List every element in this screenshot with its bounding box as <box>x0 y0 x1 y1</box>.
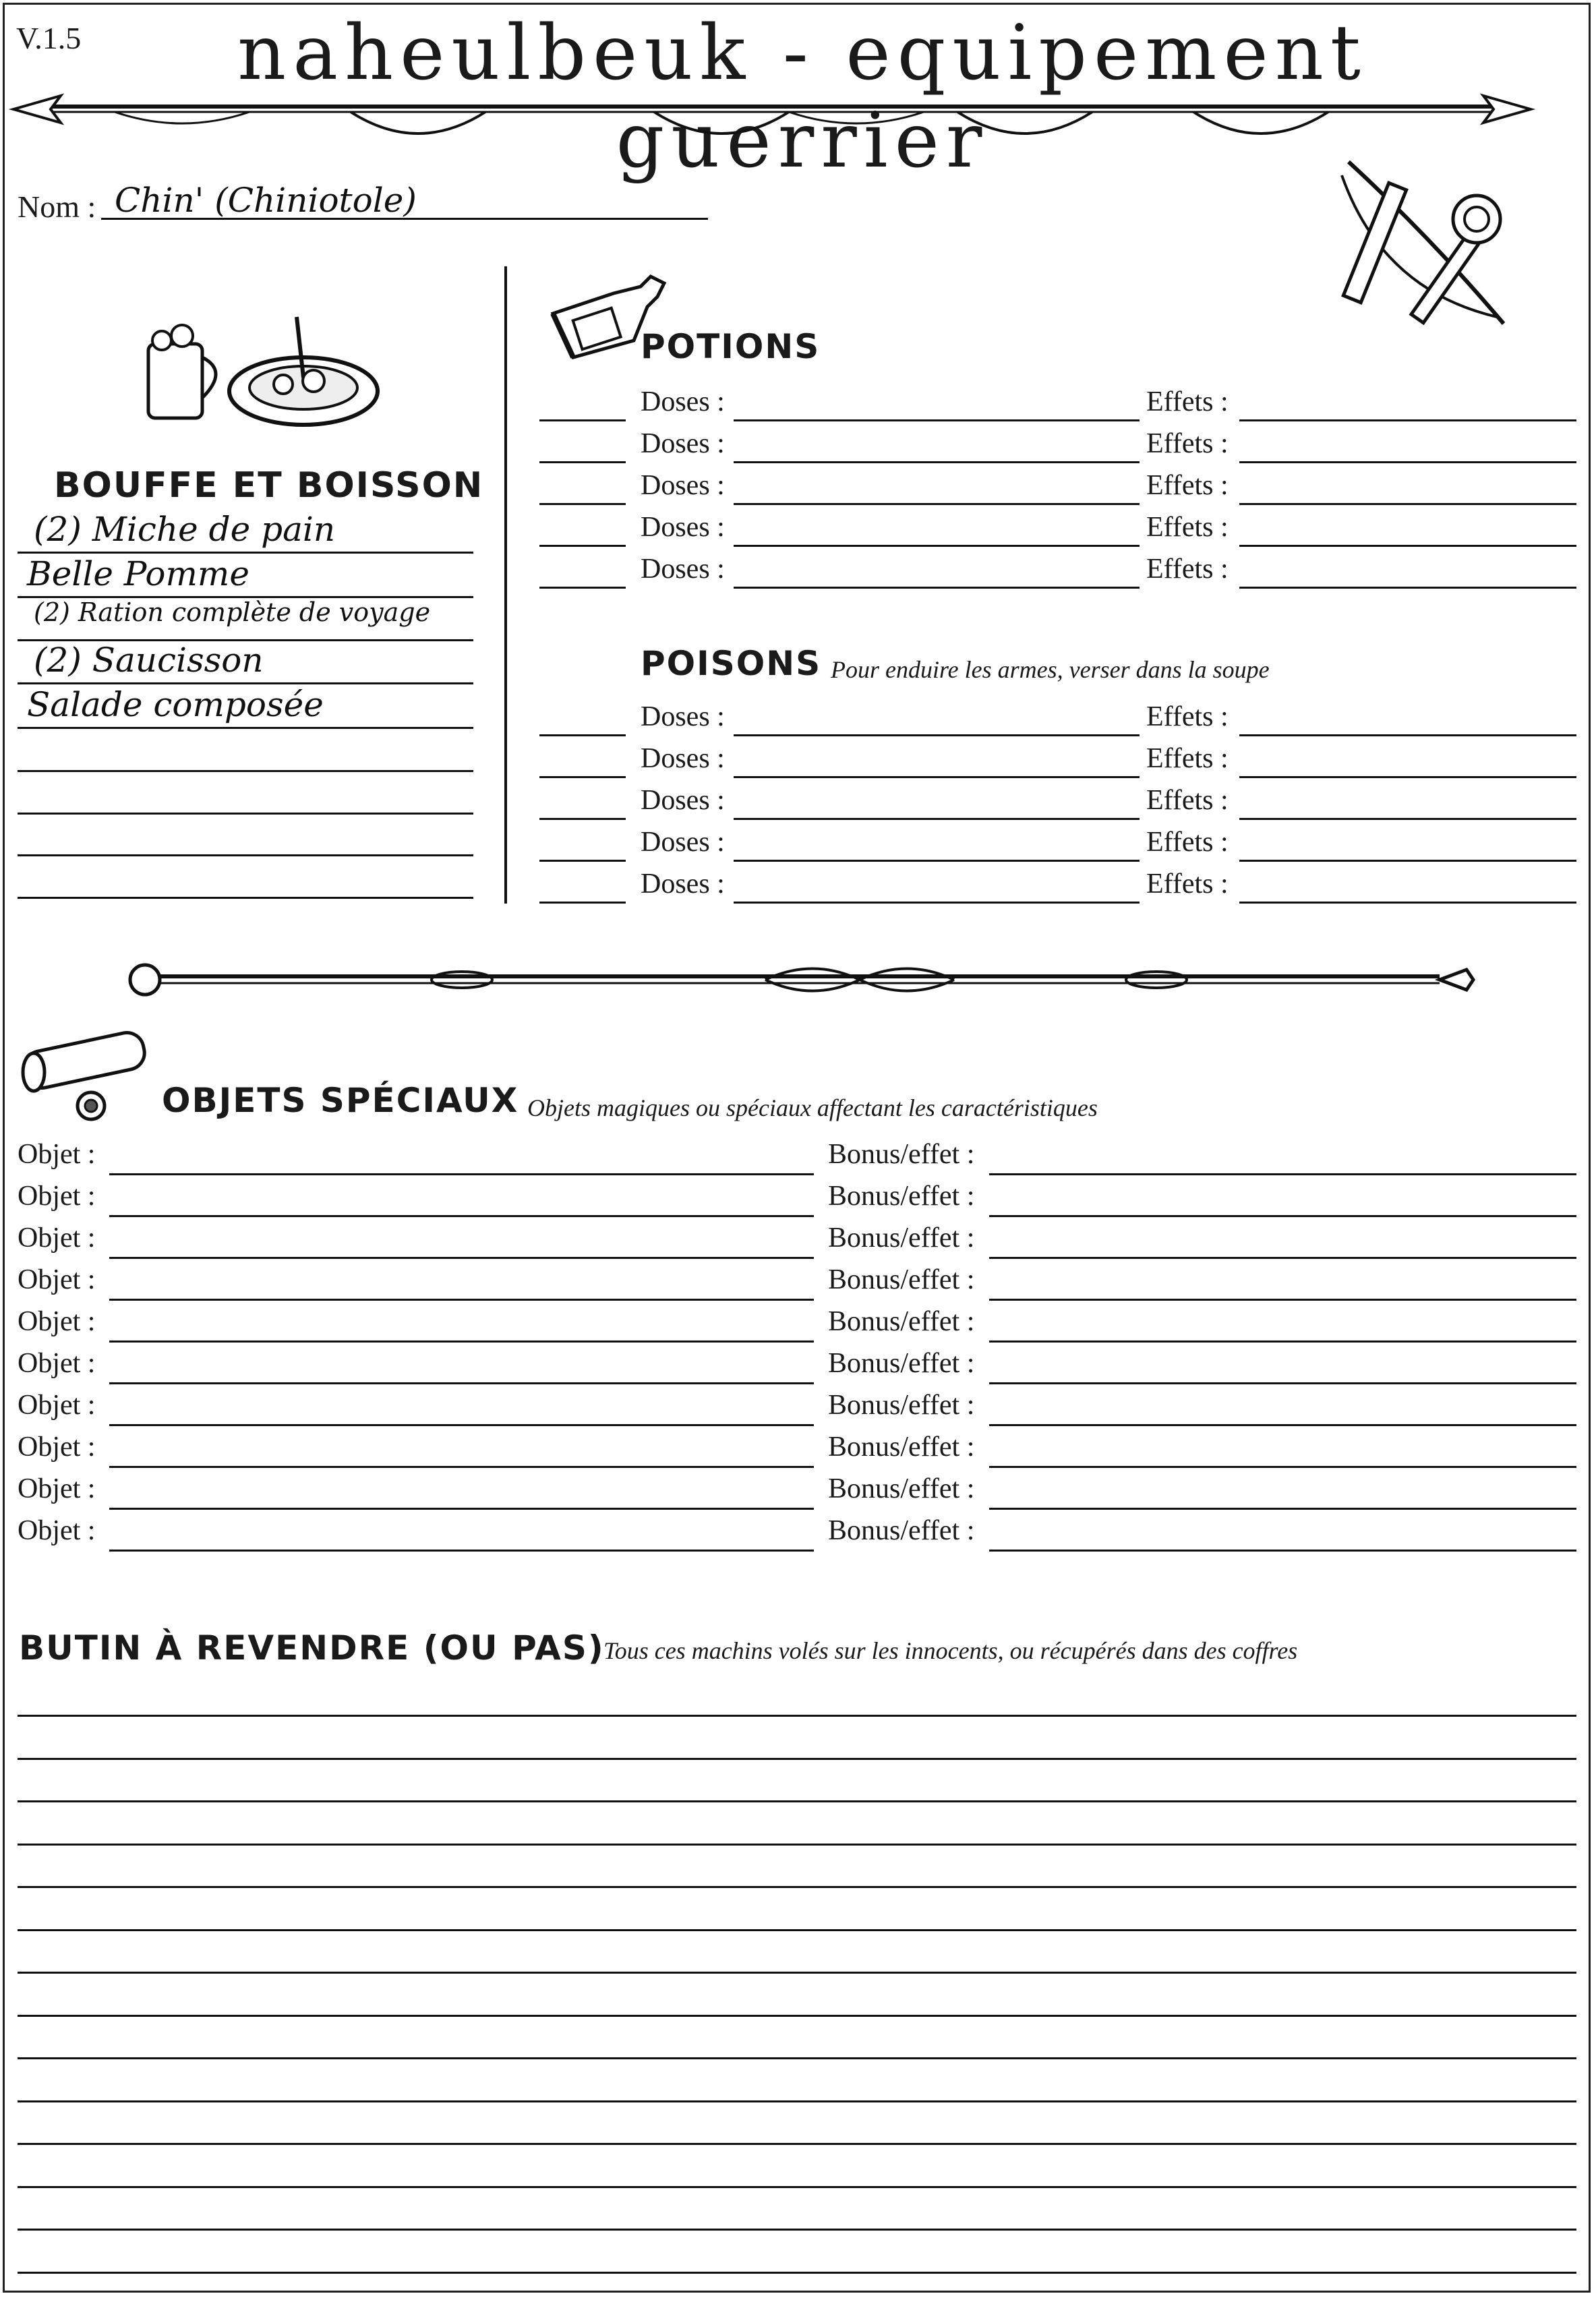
objet-label: Objet : <box>18 1306 96 1337</box>
bonus-line[interactable] <box>989 1508 1576 1510</box>
special-title: OBJETS SPÉCIAUX <box>162 1081 519 1120</box>
objet-line[interactable] <box>109 1257 814 1259</box>
weapons-icon <box>1328 155 1524 337</box>
poisons-effets-label: Effets : <box>1146 785 1229 816</box>
poisons-doses-label: Doses : <box>641 827 725 858</box>
poisons-effets-label: Effets : <box>1146 827 1229 858</box>
name-line <box>101 218 708 220</box>
potions-qty-line[interactable] <box>539 587 626 589</box>
potions-effets-label: Effets : <box>1146 512 1229 543</box>
bonus-line[interactable] <box>989 1340 1576 1343</box>
bonus-label: Bonus/effet : <box>828 1515 975 1546</box>
bonus-line[interactable] <box>989 1550 1576 1552</box>
bonus-line[interactable] <box>989 1257 1576 1259</box>
poisons-doses-line[interactable] <box>734 776 1140 778</box>
food-item[interactable]: Belle Pomme <box>27 554 249 593</box>
loot-line[interactable] <box>18 1929 1576 1931</box>
potions-doses-line[interactable] <box>734 419 1140 421</box>
poisons-effets-line[interactable] <box>1239 776 1576 778</box>
poisons-effets-label: Effets : <box>1146 701 1229 732</box>
objet-label: Objet : <box>18 1222 96 1254</box>
potions-doses-line[interactable] <box>734 545 1140 547</box>
poisons-doses-label: Doses : <box>641 868 725 900</box>
food-line <box>18 897 473 899</box>
loot-title: BUTIN À REVENDRE (OU PAS) <box>19 1628 605 1668</box>
bonus-label: Bonus/effet : <box>828 1432 975 1463</box>
food-line <box>18 770 473 772</box>
potions-effets-line[interactable] <box>1239 419 1576 421</box>
poisons-effets-line[interactable] <box>1239 902 1576 904</box>
potions-effets-label: Effets : <box>1146 470 1229 501</box>
poisons-qty-line[interactable] <box>539 818 626 820</box>
potions-title: POTIONS <box>641 327 821 366</box>
loot-line[interactable] <box>18 1800 1576 1802</box>
loot-line[interactable] <box>18 2186 1576 2188</box>
potions-qty-line[interactable] <box>539 503 626 505</box>
objet-label: Objet : <box>18 1264 96 1295</box>
objet-line[interactable] <box>109 1382 814 1384</box>
objet-line[interactable] <box>109 1424 814 1426</box>
potions-effets-line[interactable] <box>1239 587 1576 589</box>
bonus-label: Bonus/effet : <box>828 1222 975 1254</box>
poisons-qty-line[interactable] <box>539 902 626 904</box>
bonus-line[interactable] <box>989 1466 1576 1468</box>
poisons-effets-label: Effets : <box>1146 743 1229 774</box>
poisons-doses-label: Doses : <box>641 701 725 732</box>
meal-icon <box>142 303 384 438</box>
poisons-title: POISONS <box>641 644 822 683</box>
poisons-effets-line[interactable] <box>1239 734 1576 736</box>
bonus-label: Bonus/effet : <box>828 1181 975 1212</box>
potions-qty-line[interactable] <box>539 545 626 547</box>
potions-doses-line[interactable] <box>734 587 1140 589</box>
food-line <box>18 727 473 729</box>
spear-divider-icon <box>13 81 1531 148</box>
staff-divider-icon <box>125 958 1460 1005</box>
bonus-label: Bonus/effet : <box>828 1306 975 1337</box>
bonus-line[interactable] <box>989 1299 1576 1301</box>
potions-effets-line[interactable] <box>1239 461 1576 463</box>
poisons-doses-label: Doses : <box>641 785 725 816</box>
poisons-effets-label: Effets : <box>1146 868 1229 900</box>
potions-doses-label: Doses : <box>641 428 725 459</box>
scroll-ring-icon <box>17 1028 158 1129</box>
food-item[interactable]: (2) Saucisson <box>34 641 264 680</box>
column-divider <box>504 266 507 904</box>
potions-doses-label: Doses : <box>641 470 725 501</box>
name-value[interactable]: Chin' (Chiniotole) <box>115 181 417 220</box>
name-label: Nom : <box>18 189 96 224</box>
potions-effets-label: Effets : <box>1146 554 1229 585</box>
loot-line[interactable] <box>18 1844 1576 1846</box>
poisons-effets-line[interactable] <box>1239 818 1576 820</box>
food-line <box>18 552 473 554</box>
objet-line[interactable] <box>109 1173 814 1175</box>
poisons-doses-line[interactable] <box>734 734 1140 736</box>
objet-line[interactable] <box>109 1215 814 1217</box>
loot-line[interactable] <box>18 1886 1576 1888</box>
poisons-doses-label: Doses : <box>641 743 725 774</box>
page-title: naheulbeuk - equipement guerrier <box>237 9 1367 185</box>
objet-label: Objet : <box>18 1139 96 1170</box>
objet-line[interactable] <box>109 1340 814 1343</box>
food-item[interactable]: (2) Miche de pain <box>34 510 336 549</box>
loot-line[interactable] <box>18 2100 1576 2102</box>
poisons-subtitle: Pour enduire les armes, verser dans la soupe <box>831 656 1270 683</box>
food-line <box>18 813 473 815</box>
loot-line[interactable] <box>18 2272 1576 2274</box>
potions-effets-label: Effets : <box>1146 428 1229 459</box>
potions-doses-label: Doses : <box>641 554 725 585</box>
potions-doses-label: Doses : <box>641 512 725 543</box>
potions-doses-line[interactable] <box>734 503 1140 505</box>
bonus-label: Bonus/effet : <box>828 1264 975 1295</box>
objet-label: Objet : <box>18 1432 96 1463</box>
objet-line[interactable] <box>109 1466 814 1468</box>
potions-qty-line[interactable] <box>539 461 626 463</box>
food-line <box>18 854 473 856</box>
bonus-line[interactable] <box>989 1382 1576 1384</box>
loot-line[interactable] <box>18 2143 1576 2145</box>
loot-line[interactable] <box>18 1758 1576 1760</box>
objet-label: Objet : <box>18 1348 96 1379</box>
objet-line[interactable] <box>109 1299 814 1301</box>
poisons-qty-line[interactable] <box>539 860 626 862</box>
food-item[interactable]: Salade composée <box>27 685 324 724</box>
potions-effets-line[interactable] <box>1239 545 1576 547</box>
loot-line[interactable] <box>18 2229 1576 2231</box>
poisons-qty-line[interactable] <box>539 734 626 736</box>
objet-line[interactable] <box>109 1550 814 1552</box>
potions-effets-line[interactable] <box>1239 503 1576 505</box>
bonus-line[interactable] <box>989 1215 1576 1217</box>
loot-line[interactable] <box>18 2057 1576 2059</box>
poisons-doses-line[interactable] <box>734 860 1140 862</box>
objet-label: Objet : <box>18 1390 96 1421</box>
bonus-line[interactable] <box>989 1424 1576 1426</box>
objet-label: Objet : <box>18 1181 96 1212</box>
poisons-effets-line[interactable] <box>1239 860 1576 862</box>
special-subtitle: Objets magiques ou spéciaux affectant les caractéristiques <box>527 1094 1098 1121</box>
food-line <box>18 682 473 684</box>
potions-doses-line[interactable] <box>734 461 1140 463</box>
poisons-doses-line[interactable] <box>734 818 1140 820</box>
bonus-label: Bonus/effet : <box>828 1473 975 1504</box>
objet-label: Objet : <box>18 1473 96 1504</box>
food-title: BOUFFE ET BOISSON <box>54 465 484 506</box>
bonus-label: Bonus/effet : <box>828 1390 975 1421</box>
version-label: V.1.5 <box>16 21 82 55</box>
loot-subtitle: Tous ces machins volés sur les innocents, ou récupérés dans des coffres <box>603 1637 1298 1664</box>
poisons-qty-line[interactable] <box>539 776 626 778</box>
loot-line[interactable] <box>18 1972 1576 1974</box>
loot-line[interactable] <box>18 1715 1576 1717</box>
bonus-label: Bonus/effet : <box>828 1348 975 1379</box>
poisons-doses-line[interactable] <box>734 902 1140 904</box>
potions-effets-label: Effets : <box>1146 386 1229 417</box>
potions-doses-label: Doses : <box>641 386 725 417</box>
food-item[interactable]: (2) Ration complète de voyage <box>34 597 431 627</box>
potions-qty-line[interactable] <box>539 419 626 421</box>
loot-line[interactable] <box>18 2015 1576 2017</box>
objet-label: Objet : <box>18 1515 96 1546</box>
objet-line[interactable] <box>109 1508 814 1510</box>
bonus-line[interactable] <box>989 1173 1576 1175</box>
bonus-label: Bonus/effet : <box>828 1139 975 1170</box>
